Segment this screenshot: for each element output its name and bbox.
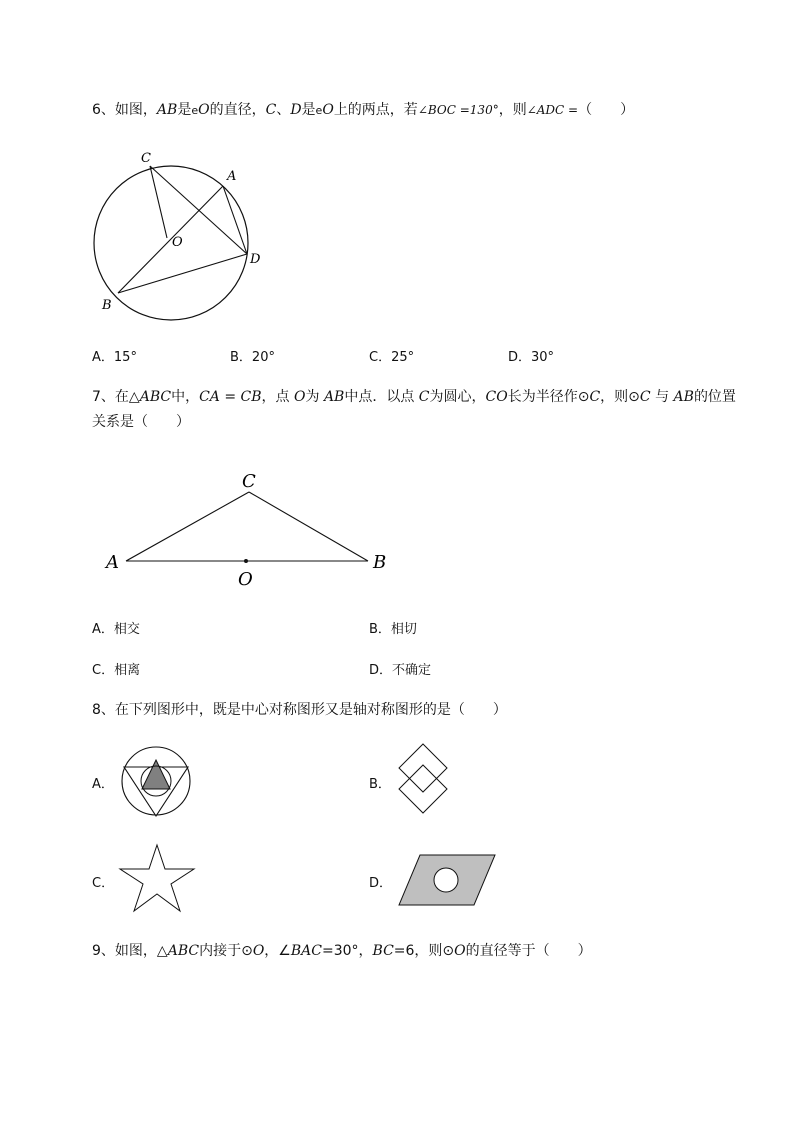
option-b[interactable]: B．20° [230, 350, 275, 365]
question-9-stem: 9、如图，△ABC内接于⊙O，∠BAC=30°，BC=6，则⊙O的直径等于（ ） [92, 943, 592, 959]
label-a: A [227, 169, 237, 184]
option-a[interactable]: A．相交 [92, 622, 140, 637]
question-number: 7、 [92, 389, 115, 405]
option-d[interactable]: D．不确定 [369, 663, 432, 678]
label-c: C [141, 151, 151, 166]
circle-o [94, 166, 248, 320]
option-b[interactable]: B． [369, 777, 391, 792]
figure-c-star [120, 845, 194, 911]
label-d: D [250, 252, 261, 267]
segment-co [150, 166, 167, 238]
option-c[interactable]: C．相离 [92, 663, 141, 678]
option-a[interactable]: A．15° [92, 350, 137, 365]
option-d[interactable]: D．30° [508, 350, 555, 365]
label-o: O [238, 569, 253, 590]
question-8-stem: 8、在下列图形中，既是中心对称图形又是轴对称图形的是（ ） [92, 702, 507, 718]
question-6-stem: 6、如图，AB是eO的直径，C、D是eO上的两点，若∠BOC =130°，则∠ADC =（ ） [92, 102, 635, 118]
question-7-stem-line2: 关系是（ ） [92, 414, 190, 430]
question-7-stem: 7、在△ABC中，CA = CB，点 O为 AB中点．以点 C为圆心，CO长为半径作⊙C，则⊙C 与 AB的位置 [92, 389, 736, 405]
option-d[interactable]: D． [369, 876, 393, 891]
option-c[interactable]: C． [92, 876, 115, 891]
figure-d-parallelogram-hole [399, 855, 495, 905]
figure-b-overlapping-diamonds [399, 744, 447, 813]
option-b[interactable]: B．相切 [369, 622, 417, 637]
point-o [244, 559, 248, 563]
option-a[interactable]: A． [92, 777, 114, 792]
question-number: 9、 [92, 943, 115, 959]
label-b: B [102, 298, 112, 313]
option-c[interactable]: C．25° [369, 350, 415, 365]
label-a: A [106, 552, 119, 573]
side-cb [249, 492, 368, 561]
figure-a-circle-triangles [122, 747, 190, 816]
label-c: C [242, 471, 256, 492]
side-ca [126, 492, 249, 561]
label-o: O [172, 235, 183, 250]
question-number: 6、 [92, 102, 115, 118]
label-b: B [373, 552, 387, 573]
